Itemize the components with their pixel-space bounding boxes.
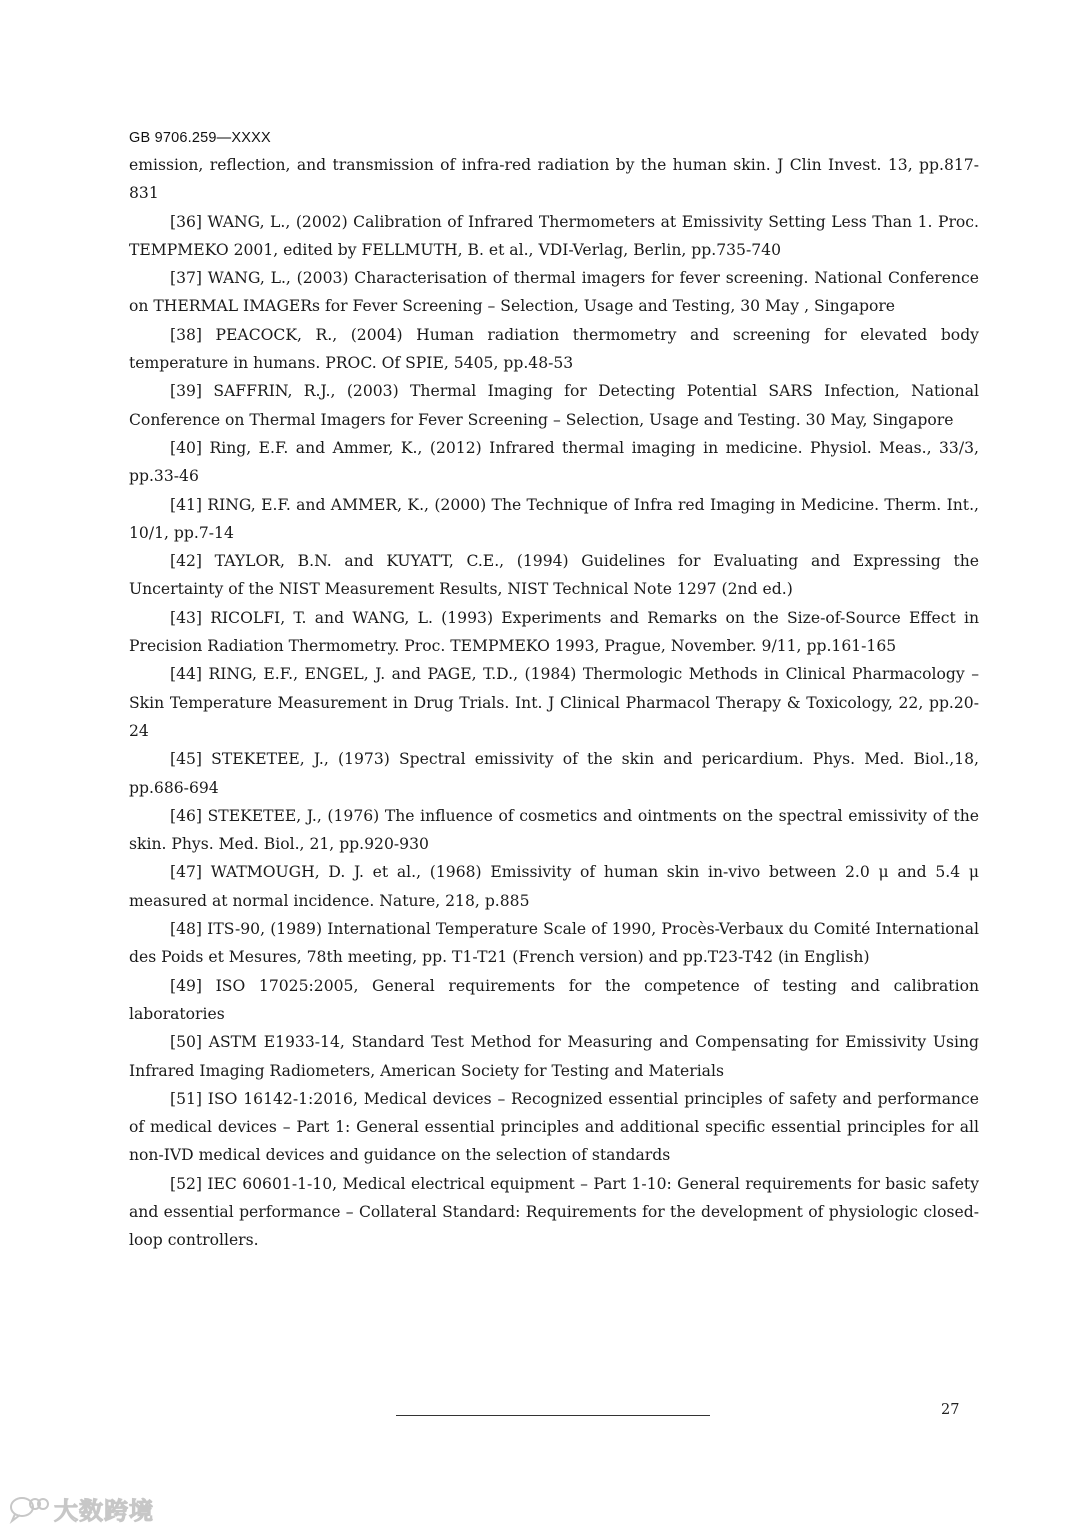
reference-continuation: emission, reflection, and transmission of infra-red radiation by the human skin. J Clin Invest. 13, pp.817-831 bbox=[129, 156, 979, 203]
reference-38: [38] PEACOCK, R., (2004) Human radiation thermometry and screening for elevated body temperature in humans. PROC. Of SPIE, 5405, pp.48-53 bbox=[129, 325, 979, 373]
reference-36: [36] WANG, L., (2002) Calibration of Infrared Thermometers at Emissivity Setting Less Than 1. Proc. TEMPMEKO 2001, edited by FELLMUTH, B. et al., VDI-Verlag, Berlin, pp.735-740 bbox=[129, 212, 979, 259]
watermark-text: 大数跨境 bbox=[54, 1497, 154, 1525]
reference-52: [52] IEC 60601-1-10, Medical electrical equipment – Part 1-10: General requirements for basic safety and essential performance – Collateral Standard: Requirements for the development of physiologic closed-loop controllers. bbox=[129, 1174, 979, 1250]
reference-48: [48] ITS-90, (1989) International Temperature Scale of 1990, Procès-Verbaux du Comité International des Poids et Mesures, 78th meeting, pp. T1-T21 (French version) and pp.T23-T42 (in English) bbox=[129, 920, 979, 967]
reference-42: [42] TAYLOR, B.N. and KUYATT, C.E., (1994) Guidelines for Evaluating and Expressing the Uncertainty of the NIST Measurement Results, NIST Technical Note 1297 (2nd ed.) bbox=[129, 552, 979, 599]
reference-47: [47] WATMOUGH, D. J. et al., (1968) Emissivity of human skin in-vivo between 2.0 μ and 5.4 μ measured at normal incidence. Nature, 218, p.885 bbox=[129, 863, 979, 910]
reference-50: [50] ASTM E1933-14, Standard Test Method for Measuring and Compensating for Emissivity Using Infrared Imaging Radiometers, American Society for Testing and Materials bbox=[129, 1033, 979, 1080]
reference-44: [44] RING, E.F., ENGEL, J. and PAGE, T.D., (1984) Thermologic Methods in Clinical Pharmacology – Skin Temperature Measurement in Drug Trials. Int. J Clinical Pharmacol Therapy & Toxicology, 22, pp.20-24 bbox=[129, 665, 979, 740]
page-number: 27 bbox=[941, 1402, 960, 1418]
reference-49: [49] ISO 17025:2005, General requirements for the competence of testing and calibration laboratories bbox=[129, 976, 979, 1023]
reference-list bbox=[129, 151, 979, 1255]
reference-51: [51] ISO 16142-1:2016, Medical devices – Recognized essential principles of safety and performance of medical devices – Part 1: General essential principles and additional specific essential principles for all non-IVD medical devices and guidance on the selection of standards bbox=[129, 1089, 979, 1165]
page-header-doc-id: GB 9706.259—XXXX bbox=[129, 130, 271, 146]
chat-bubble-logo-icon bbox=[8, 1494, 50, 1524]
reference-40: [40] Ring, E.F. and Ammer, K., (2012) Infrared thermal imaging in medicine. Physiol. Meas., 33/3, pp.33-46 bbox=[129, 438, 979, 486]
reference-45: [45] STEKETEE, J., (1973) Spectral emissivity of the skin and pericardium. Phys. Med. Biol.,18, pp.686-694 bbox=[129, 750, 979, 797]
watermark bbox=[8, 1491, 154, 1526]
reference-43: [43] RICOLFI, T. and WANG, L. (1993) Experiments and Remarks on the Size-of-Source Effect in Precision Radiation Thermometry. Proc. TEMPMEKO 1993, Prague, November. 9/11, pp.161-165 bbox=[129, 608, 979, 656]
footer-divider bbox=[396, 1415, 710, 1416]
reference-37: [37] WANG, L., (2003) Characterisation of thermal imagers for fever screening. National Conference on THERMAL IMAGERs for Fever Screening – Selection, Usage and Testing, 30 May , Singapore bbox=[129, 269, 979, 316]
reference-46: [46] STEKETEE, J., (1976) The influence of cosmetics and ointments on the spectral emissivity of the skin. Phys. Med. Biol., 21, pp.920-930 bbox=[129, 806, 979, 854]
reference-39: [39] SAFFRIN, R.J., (2003) Thermal Imaging for Detecting Potential SARS Infection, National Conference on Thermal Imagers for Fever Screening – Selection, Usage and Testing. 30 May, Singapore bbox=[129, 382, 979, 429]
reference-41: [41] RING, E.F. and AMMER, K., (2000) The Technique of Infra red Imaging in Medicine. Therm. Int., 10/1, pp.7-14 bbox=[129, 495, 979, 542]
